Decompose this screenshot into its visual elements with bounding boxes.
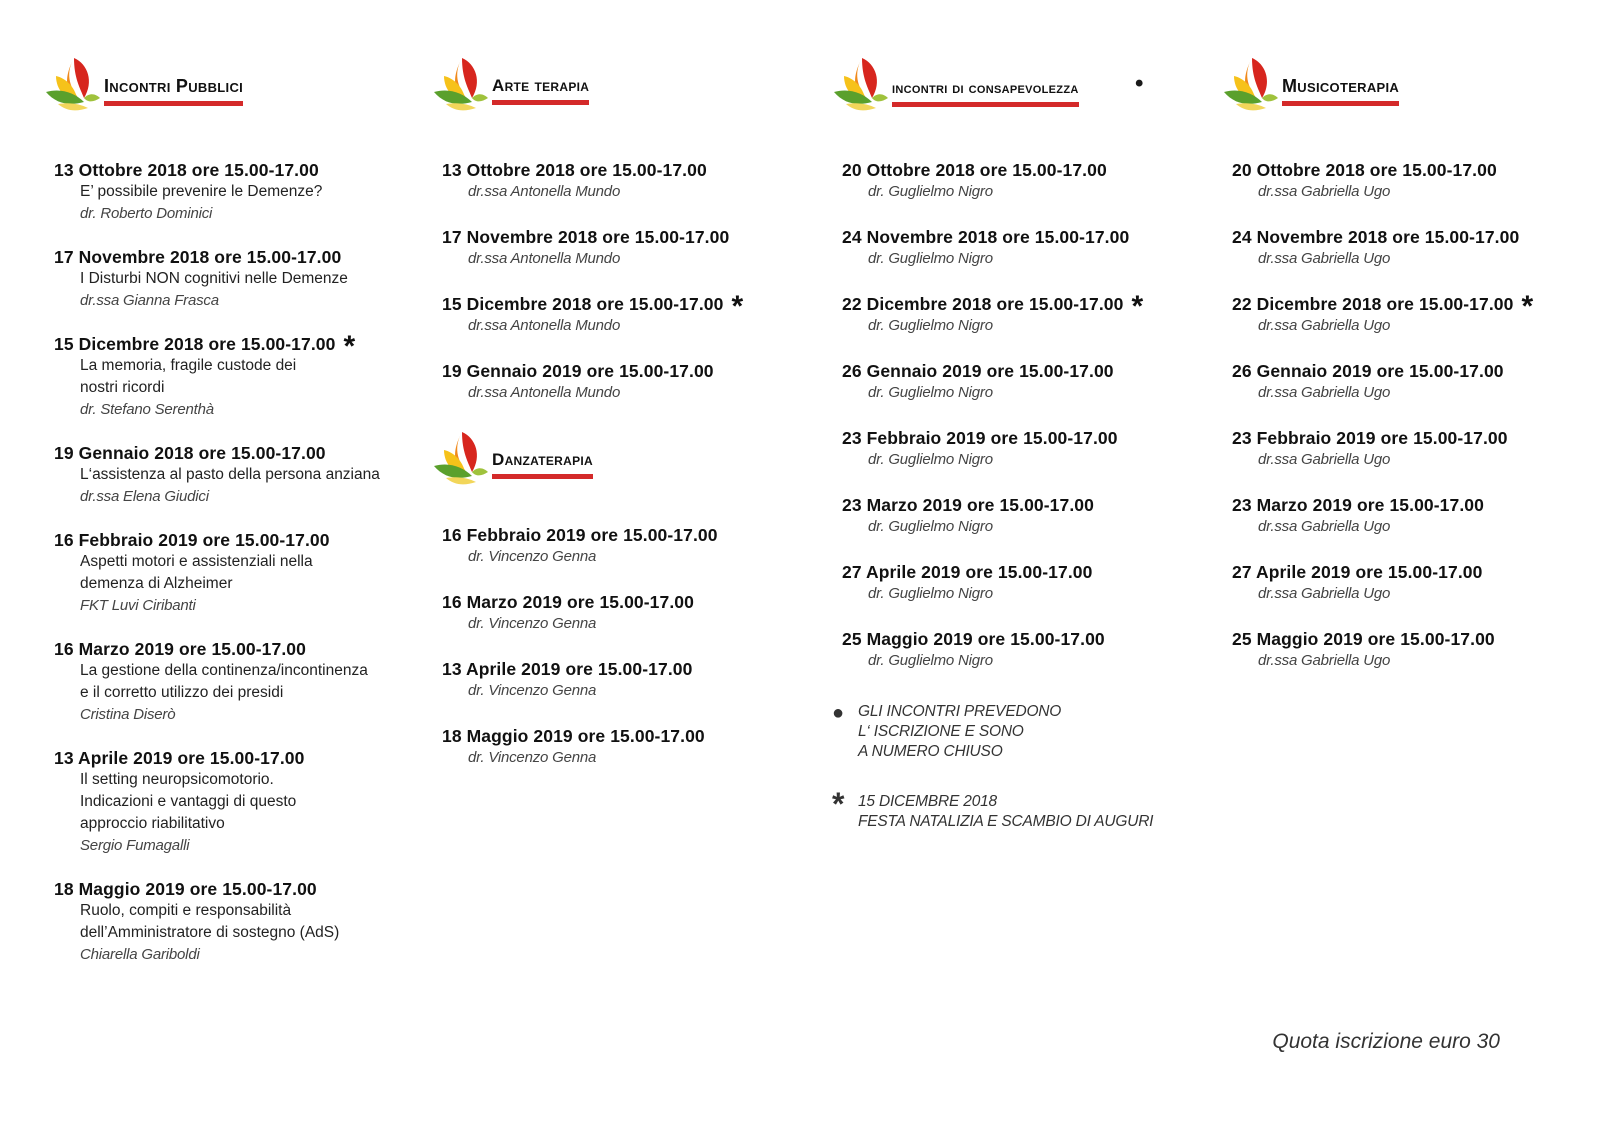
schedule-entry [442, 160, 707, 202]
entry-datetime [54, 443, 380, 464]
entry-date: 16 Febbraio 2019 [442, 525, 586, 545]
entry-datetime [1232, 160, 1497, 181]
entry-speaker: dr. Guglielmo Nigro [868, 585, 993, 602]
entry-date: 17 Novembre 2018 [442, 227, 598, 247]
entry-datetime [442, 659, 692, 680]
entry-date: 16 Febbraio 2019 [54, 530, 198, 550]
entry-time: ore 15.00-17.00 [990, 428, 1118, 448]
schedule-entry [842, 227, 1129, 269]
entry-datetime [54, 247, 348, 268]
entry-datetime [442, 592, 694, 613]
entry-datetime [842, 428, 1118, 449]
entry-datetime [842, 495, 1094, 516]
schedule-entry [842, 428, 1118, 470]
entry-speaker: dr.ssa Antonella Mundo [468, 384, 621, 401]
entry-date: 20 Ottobre 2018 [842, 160, 975, 180]
schedule-entry [54, 247, 348, 311]
entry-topic: dell’Amministratore di sostegno (AdS) [80, 924, 340, 941]
entry-date: 13 Aprile 2019 [54, 748, 173, 768]
flame-leaf-logo-icon [1222, 48, 1282, 114]
entry-date: 27 Aprile 2019 [842, 562, 961, 582]
section-title: Danzaterapia [492, 450, 593, 479]
asterisk-icon: * [1131, 290, 1144, 323]
section-title: incontri di consapevolezza [892, 80, 1079, 107]
entry-time: ore 15.00-17.00 [979, 160, 1107, 180]
entry-date: 22 Dicembre 2018 [842, 294, 992, 314]
entry-datetime [842, 361, 1114, 382]
entry-speaker: dr. Vincenzo Genna [468, 548, 597, 565]
entry-speaker: dr.ssa Gabriella Ugo [1258, 317, 1391, 334]
entry-datetime [54, 330, 356, 363]
entry-time: ore 15.00-17.00 [191, 160, 319, 180]
entry-date: 20 Ottobre 2018 [1232, 160, 1365, 180]
entry-datetime [54, 530, 330, 551]
entry-speaker: dr. Vincenzo Genna [468, 682, 597, 699]
entry-date: 13 Ottobre 2018 [442, 160, 575, 180]
flame-leaf-logo-icon [432, 422, 492, 488]
entry-speaker: dr.ssa Gabriella Ugo [1258, 451, 1391, 468]
entry-topic: demenza di Alzheimer [80, 575, 233, 592]
entry-time: ore 15.00-17.00 [1355, 562, 1483, 582]
entry-topic: e il corretto utilizzo dei presidi [80, 684, 284, 701]
entry-speaker: dr.ssa Gianna Frasca [80, 292, 219, 309]
entry-speaker: dr.ssa Gabriella Ugo [1258, 652, 1391, 669]
entry-date: 26 Gennaio 2019 [842, 361, 982, 381]
entry-speaker: Chiarella Gariboldi [80, 946, 200, 963]
entry-speaker: dr.ssa Antonella Mundo [468, 317, 621, 334]
entry-time: ore 15.00-17.00 [965, 562, 1093, 582]
entry-topic: approccio riabilitativo [80, 815, 225, 832]
entry-topic: L‘assistenza al pasto della persona anziana [80, 466, 380, 483]
schedule-entry [442, 592, 694, 634]
schedule-entry [54, 530, 330, 616]
entry-datetime [54, 748, 304, 769]
entry-topic: E’ possibile prevenire le Demenze? [80, 183, 323, 200]
entry-datetime [842, 562, 1092, 583]
entry-date: 25 Maggio 2019 [842, 629, 973, 649]
asterisk-icon: * [832, 786, 845, 822]
entry-date: 19 Gennaio 2019 [442, 361, 582, 381]
note-line: L‘ ISCRIZIONE E SONO [858, 723, 1024, 740]
schedule-entry [1232, 562, 1482, 604]
entry-time: ore 15.00-17.00 [1386, 294, 1514, 314]
entry-time: ore 15.00-17.00 [202, 530, 330, 550]
flame-leaf-logo-icon [44, 48, 104, 114]
entry-date: 24 Novembre 2018 [842, 227, 998, 247]
asterisk-icon: * [1521, 290, 1534, 323]
entry-datetime [54, 639, 368, 660]
entry-date: 18 Maggio 2019 [442, 726, 573, 746]
entry-datetime [1232, 290, 1534, 323]
entry-topic: I Disturbi NON cognitivi nelle Demenze [80, 270, 348, 287]
entry-speaker: dr. Guglielmo Nigro [868, 183, 993, 200]
schedule-entry [442, 290, 744, 336]
entry-date: 23 Febbraio 2019 [1232, 428, 1376, 448]
schedule-entry [842, 361, 1114, 403]
entry-time: ore 15.00-17.00 [966, 495, 1094, 515]
entry-speaker: dr. Guglielmo Nigro [868, 317, 993, 334]
schedule-entry [54, 443, 380, 507]
schedule-entry [1232, 160, 1497, 202]
entry-speaker: dr. Guglielmo Nigro [868, 518, 993, 535]
schedule-entry [442, 227, 729, 269]
entry-speaker: dr.ssa Antonella Mundo [468, 183, 621, 200]
note-line: 15 DICEMBRE 2018 [858, 793, 997, 810]
flame-leaf-logo-icon [432, 48, 492, 114]
entry-time: ore 15.00-17.00 [977, 629, 1105, 649]
entry-speaker: dr.ssa Gabriella Ugo [1258, 250, 1391, 267]
asterisk-icon: * [731, 290, 744, 323]
entry-datetime [54, 879, 339, 900]
schedule-entry [442, 361, 714, 403]
entry-time: ore 15.00-17.00 [577, 726, 705, 746]
entry-speaker: dr.ssa Antonella Mundo [468, 250, 621, 267]
entry-date: 23 Marzo 2019 [1232, 495, 1352, 515]
entry-datetime [442, 290, 744, 323]
entry-time: ore 15.00-17.00 [1367, 629, 1495, 649]
entry-date: 16 Marzo 2019 [54, 639, 174, 659]
note-line: FESTA NATALIZIA E SCAMBIO DI AUGURI [858, 813, 1154, 830]
schedule-entry [1232, 290, 1534, 336]
entry-date: 23 Marzo 2019 [842, 495, 962, 515]
section-title: Incontri Pubblici [104, 76, 243, 106]
entry-date: 16 Marzo 2019 [442, 592, 562, 612]
entry-datetime [442, 160, 707, 181]
entry-time: ore 15.00-17.00 [177, 748, 305, 768]
entry-date: 23 Febbraio 2019 [842, 428, 986, 448]
entry-time: ore 15.00-17.00 [566, 592, 694, 612]
entry-date: 13 Aprile 2019 [442, 659, 561, 679]
entry-speaker: dr.ssa Gabriella Ugo [1258, 585, 1391, 602]
schedule-entry [842, 160, 1107, 202]
schedule-entry [842, 495, 1094, 537]
entry-time: ore 15.00-17.00 [596, 294, 724, 314]
entry-time: ore 15.00-17.00 [1369, 160, 1497, 180]
entry-topic: La memoria, fragile custode dei [80, 357, 297, 374]
entry-time: ore 15.00-17.00 [1392, 227, 1520, 247]
entry-datetime [842, 290, 1144, 323]
schedule-entry [54, 748, 304, 856]
entry-speaker: Cristina Diserò [80, 706, 176, 723]
entry-datetime [1232, 629, 1495, 650]
flame-leaf-logo-icon [832, 48, 892, 114]
entry-date: 15 Dicembre 2018 [442, 294, 592, 314]
schedule-entry [1232, 629, 1495, 671]
entry-topic: Indicazioni e vantaggi di questo [80, 793, 297, 810]
entry-time: ore 15.00-17.00 [178, 639, 306, 659]
entry-datetime [442, 361, 714, 382]
entry-speaker: dr. Guglielmo Nigro [868, 250, 993, 267]
entry-time: ore 15.00-17.00 [1376, 361, 1504, 381]
entry-speaker: dr. Vincenzo Genna [468, 749, 597, 766]
entry-date: 22 Dicembre 2018 [1232, 294, 1382, 314]
entry-speaker: dr. Stefano Serenthà [80, 401, 214, 418]
entry-date: 17 Novembre 2018 [54, 247, 210, 267]
entry-datetime [1232, 428, 1508, 449]
entry-time: ore 15.00-17.00 [986, 361, 1114, 381]
entry-datetime [1232, 562, 1482, 583]
schedule-entry [842, 290, 1144, 336]
entry-speaker: Sergio Fumagalli [80, 837, 190, 854]
schedule-entry [442, 525, 718, 567]
entry-speaker: dr. Vincenzo Genna [468, 615, 597, 632]
entry-time: ore 15.00-17.00 [214, 247, 342, 267]
schedule-entry [1232, 361, 1504, 403]
entry-datetime [442, 525, 718, 546]
entry-speaker: dr. Guglielmo Nigro [868, 384, 993, 401]
entry-speaker: dr. Guglielmo Nigro [868, 451, 993, 468]
schedule-entry [54, 639, 368, 725]
entry-time: ore 15.00-17.00 [602, 227, 730, 247]
section-title: Arte terapia [492, 76, 589, 105]
schedule-entry [1232, 495, 1484, 537]
title-bullet-mark: • [1135, 70, 1144, 97]
note-christmas [832, 786, 1202, 832]
schedule-entry [442, 726, 705, 768]
entry-topic: La gestione della continenza/incontinenza [80, 662, 368, 679]
entry-datetime [442, 227, 729, 248]
entry-date: 24 Novembre 2018 [1232, 227, 1388, 247]
entry-date: 13 Ottobre 2018 [54, 160, 187, 180]
bullet-icon: ● [832, 702, 844, 724]
entry-speaker: dr. Roberto Dominici [80, 205, 213, 222]
entry-time: ore 15.00-17.00 [1356, 495, 1484, 515]
schedule-entry [842, 629, 1105, 671]
entry-time: ore 15.00-17.00 [198, 443, 326, 463]
entry-date: 15 Dicembre 2018 [54, 334, 204, 354]
entry-time: ore 15.00-17.00 [579, 160, 707, 180]
entry-datetime [842, 629, 1105, 650]
entry-datetime [1232, 495, 1484, 516]
entry-speaker: dr.ssa Elena Giudici [80, 488, 209, 505]
entry-date: 19 Gennaio 2018 [54, 443, 194, 463]
entry-speaker: dr.ssa Gabriella Ugo [1258, 384, 1391, 401]
schedule-entry [442, 659, 692, 701]
asterisk-icon: * [343, 330, 356, 363]
schedule-entry [1232, 227, 1519, 269]
entry-time: ore 15.00-17.00 [565, 659, 693, 679]
entry-speaker: dr.ssa Gabriella Ugo [1258, 183, 1391, 200]
entry-date: 26 Gennaio 2019 [1232, 361, 1372, 381]
entry-topic: Il setting neuropsicomotorio. [80, 771, 274, 788]
entry-speaker: dr. Guglielmo Nigro [868, 652, 993, 669]
section-title: Musicoterapia [1282, 76, 1399, 106]
entry-date: 27 Aprile 2019 [1232, 562, 1351, 582]
schedule-entry [54, 160, 322, 224]
entry-time: ore 15.00-17.00 [189, 879, 317, 899]
schedule-entry [54, 879, 339, 965]
entry-time: ore 15.00-17.00 [586, 361, 714, 381]
entry-date: 18 Maggio 2019 [54, 879, 185, 899]
entry-datetime [442, 726, 705, 747]
note-line: GLI INCONTRI PREVEDONO [858, 703, 1062, 720]
entry-topic: Aspetti motori e assistenziali nella [80, 553, 313, 570]
entry-topic: Ruolo, compiti e responsabilità [80, 902, 292, 919]
entry-datetime [54, 160, 322, 181]
note-closed-enrollment [832, 702, 1192, 762]
entry-time: ore 15.00-17.00 [590, 525, 718, 545]
entry-time: ore 15.00-17.00 [996, 294, 1124, 314]
note-line: A NUMERO CHIUSO [858, 743, 1003, 760]
entry-time: ore 15.00-17.00 [1380, 428, 1508, 448]
entry-date: 25 Maggio 2019 [1232, 629, 1363, 649]
entry-time: ore 15.00-17.00 [208, 334, 336, 354]
entry-datetime [1232, 361, 1504, 382]
entry-speaker: FKT Luvi Ciribanti [80, 597, 196, 614]
entry-datetime [842, 227, 1129, 248]
schedule-entry [54, 330, 356, 420]
schedule-entry [842, 562, 1092, 604]
entry-datetime [1232, 227, 1519, 248]
entry-datetime [842, 160, 1107, 181]
entry-topic: nostri ricordi [80, 379, 165, 396]
entry-time: ore 15.00-17.00 [1002, 227, 1130, 247]
registration-fee: Quota iscrizione euro 30 [1272, 1030, 1500, 1053]
entry-speaker: dr.ssa Gabriella Ugo [1258, 518, 1391, 535]
schedule-entry [1232, 428, 1508, 470]
